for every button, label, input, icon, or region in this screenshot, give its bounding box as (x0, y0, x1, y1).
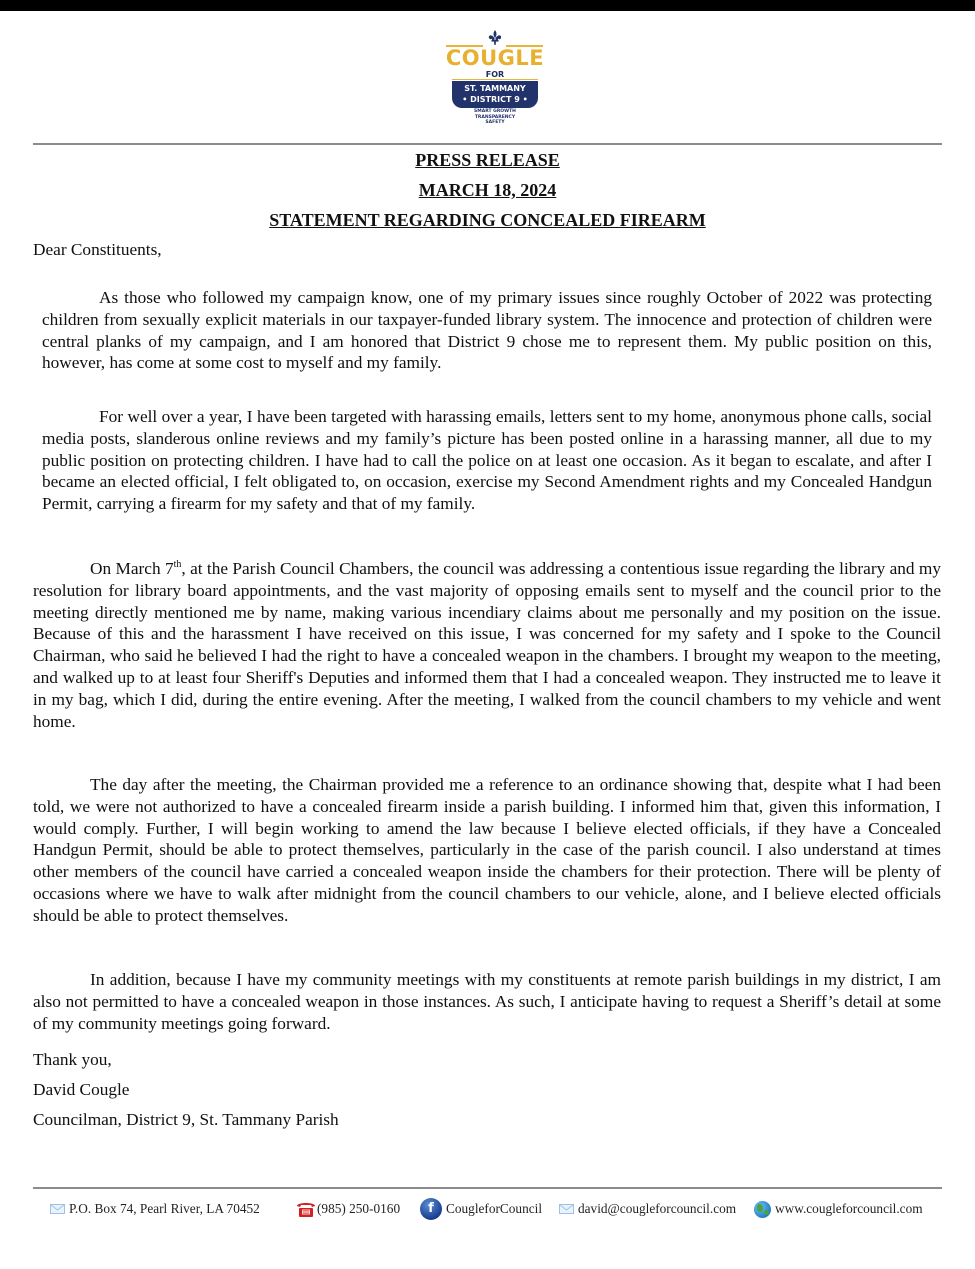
paragraph-2: For well over a year, I have been targeted with harassing emails, letters sent to my home, anonymous phone calls, social media posts, slanderous online reviews and my family’s picture has been posted online in a harassing manner, all due to my public position on protecting children. I have had to call the police on at least one occasion. As it began to escalate, and after I became an elected official, I felt obligated to, on occasion, exercise my Second Amendment rights and my Concealed Handgun Permit, carrying a firearm for my safety and that of my family. (42, 407, 932, 514)
footer-email-link[interactable] (559, 1198, 736, 1220)
website-text: www.cougleforcouncil.com (775, 1201, 923, 1216)
paragraph-3 (33, 558, 941, 732)
closing: Thank you, (33, 1050, 112, 1069)
footer-address (50, 1198, 260, 1220)
envelope-icon (50, 1204, 65, 1214)
facebook-icon: f (420, 1198, 442, 1220)
paragraph-5: In addition, because I have my community meetings with my constituents at remote parish buildings in my district, I am also not permitted to have a concealed weapon in those instances. As such, I anticipate having to request a Sheriff’s detail at some of my community meetings going forward. (33, 970, 941, 1033)
footer-phone (296, 1198, 400, 1220)
paragraph-3-rest: , at the Parish Council Chambers, the council was addressing a contentious issue regarding the library and my resolution for library board appointments, and the vast majority of opposing emails sent to myself and the council prior to the meeting directly mentioned me by name, making various incendiary claims about me personally and my position on the issue. Because of this and the harassment I have received on this issue, I was concerned for my safety and I spoke to the Council Chairman, who said he believed I had the right to have a concealed weapon in the chambers. I brought my weapon to the meeting, and walked up to at least four Sheriff's Deputies and informed them that I had a concealed weapon. They instructed me to leave it in my bag, which I did, during the entire evening. After the meeting, I walked from the council chambers to my vehicle and went home. (33, 559, 941, 731)
logo-rule-under-for (452, 79, 538, 80)
paragraph-4: The day after the meeting, the Chairman provided me a reference to an ordinance showing that, despite what I had been told, we were not authorized to have a concealed firearm inside a parish building. I informed him that, given this information, I would comply. Further, I will begin working to amend the law because I believe elected officials, if they have a Concealed Handgun Permit, should be able to protect themselves, particularly in the case of the parish council. I also understand at times other members of the council have carried a concealed weapon inside the chambers for their protection. There will be plenty of occasions where we have to walk after midnight from the council chambers to our vehicle, alone, and I believe elected officials should be able to protect themselves. (33, 775, 941, 925)
header-divider (33, 143, 942, 145)
paragraph-1: As those who followed my campaign know, one of my primary issues since roughly October of 2022 was protecting children from sexually explicit materials in our taxpayer-funded library system. The innocence and protection of children were central planks of my campaign, and I am honored that District 9 chose me to represent them. My public position on this, however, has come at some cost to myself and my family. (42, 288, 932, 373)
email-text: david@cougleforcouncil.com (578, 1201, 737, 1216)
document-title: PRESS RELEASE (415, 150, 560, 170)
footer-website-link[interactable] (754, 1198, 923, 1220)
campaign-logo (440, 30, 550, 128)
logo-tagline-3: SAFETY (485, 120, 505, 125)
signature-name: David Cougle (33, 1080, 130, 1099)
document-date: MARCH 18, 2024 (418, 180, 557, 200)
logo-tagline-2: TRANSPARENCY (474, 114, 516, 120)
ordinal-suffix: th (173, 559, 182, 571)
address-text: P.O. Box 74, Pearl River, LA 70452 (69, 1201, 260, 1216)
telephone-icon (296, 1201, 316, 1218)
fleur-de-lis-icon (487, 30, 503, 46)
footer-facebook-link[interactable] (420, 1198, 542, 1220)
logo-name: COUGLE (445, 46, 545, 70)
document-subject: STATEMENT REGARDING CONCEALED FIREARM (269, 210, 706, 230)
logo-banner (452, 81, 538, 108)
footer-divider (33, 1187, 942, 1189)
envelope-icon (559, 1204, 574, 1214)
top-black-bar (0, 0, 975, 11)
contact-footer (0, 1198, 975, 1220)
globe-icon (754, 1201, 771, 1218)
salutation: Dear Constituents, (33, 240, 162, 259)
signature-title: Councilman, District 9, St. Tammany Parish (33, 1110, 339, 1129)
logo-tagline-1: SMART GROWTH (474, 109, 516, 114)
paragraph-3-lead: On March 7 (90, 559, 174, 578)
logo-banner-line1: ST. TAMMANY (464, 84, 526, 93)
logo-tagline (440, 109, 550, 126)
logo-banner-line2: • DISTRICT 9 • (462, 95, 528, 104)
logo-for: FOR (485, 70, 505, 79)
facebook-text: CougleforCouncil (446, 1201, 543, 1216)
phone-text: (985) 250-0160 (317, 1201, 401, 1216)
